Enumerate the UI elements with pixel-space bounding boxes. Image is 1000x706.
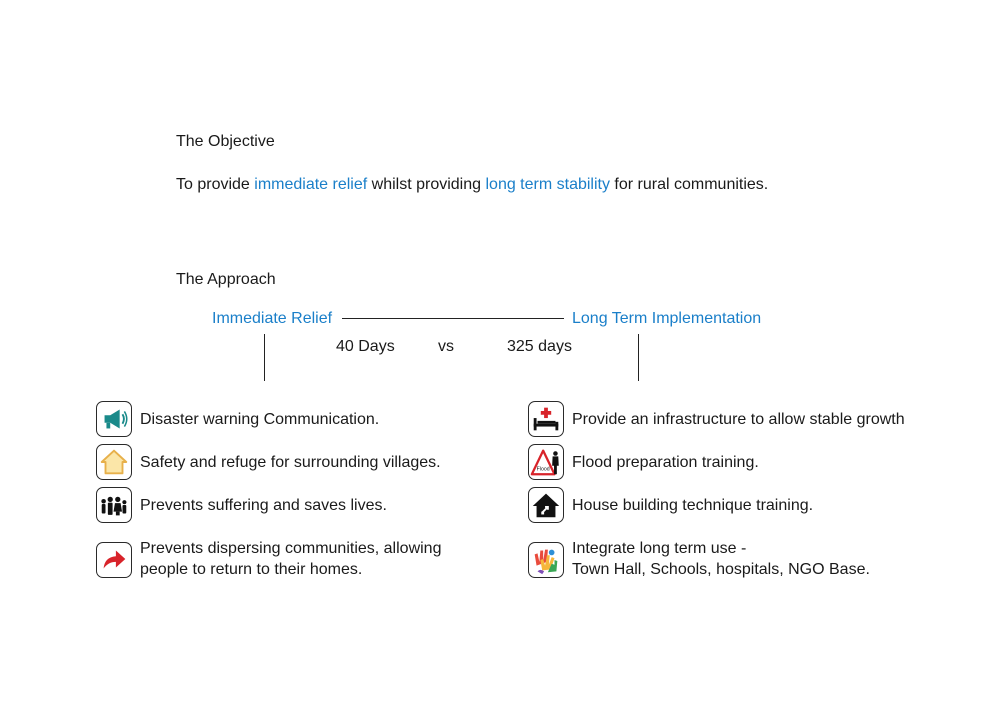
megaphone-icon	[96, 401, 132, 437]
item-text: people to return to their homes.	[140, 561, 363, 578]
item-text: Integrate long term use -	[572, 540, 747, 557]
family-icon	[96, 487, 132, 523]
list-item	[140, 495, 387, 516]
timeline-connector	[342, 318, 564, 319]
list-item	[140, 538, 441, 580]
list-item	[572, 495, 813, 516]
objective-heading: The Objective	[176, 133, 275, 150]
item-text: Prevents suffering and saves lives.	[140, 497, 387, 514]
list-item	[572, 409, 905, 430]
versus-label: vs	[438, 338, 454, 355]
item-text: Flood preparation training.	[572, 454, 759, 471]
objective-statement	[176, 175, 768, 195]
objective-text-1: To provide	[176, 176, 255, 193]
list-item	[572, 538, 870, 580]
objective-text-3: for rural communities.	[609, 176, 769, 193]
list-item	[140, 409, 379, 430]
item-text: Disaster warning Communication.	[140, 411, 380, 428]
house-refuge-icon	[96, 444, 132, 480]
list-item	[572, 452, 759, 473]
item-text: Safety and refuge for surrounding villages.	[140, 454, 441, 471]
hospital-bed-icon	[528, 401, 564, 437]
relief-branch-line	[264, 334, 265, 381]
relief-duration: 40 Days	[336, 338, 395, 355]
flood-sign-text: Flood	[536, 466, 550, 473]
long-term-implementation-label: Long Term Implementation	[572, 310, 762, 327]
item-text: Town Hall, Schools, hospitals, NGO Base.	[572, 561, 870, 578]
item-text: Provide an infrastructure to allow stable growth	[572, 411, 905, 428]
immediate-relief-highlight: immediate relief	[254, 176, 368, 193]
flood-warning-icon	[528, 444, 564, 480]
item-text: Prevents dispersing communities, allowing	[140, 540, 442, 557]
objective-text-2: whilst providing	[367, 176, 486, 193]
hands-icon	[528, 542, 564, 578]
immediate-relief-label: Immediate Relief	[212, 310, 333, 327]
long-term-stability-highlight: long term stability	[485, 176, 610, 193]
list-item	[140, 452, 441, 473]
approach-heading: The Approach	[176, 271, 276, 288]
return-arrow-icon	[96, 542, 132, 578]
house-building-icon	[528, 487, 564, 523]
longterm-branch-line	[638, 334, 639, 381]
item-text: House building technique training.	[572, 497, 814, 514]
longterm-duration: 325 days	[507, 338, 572, 355]
